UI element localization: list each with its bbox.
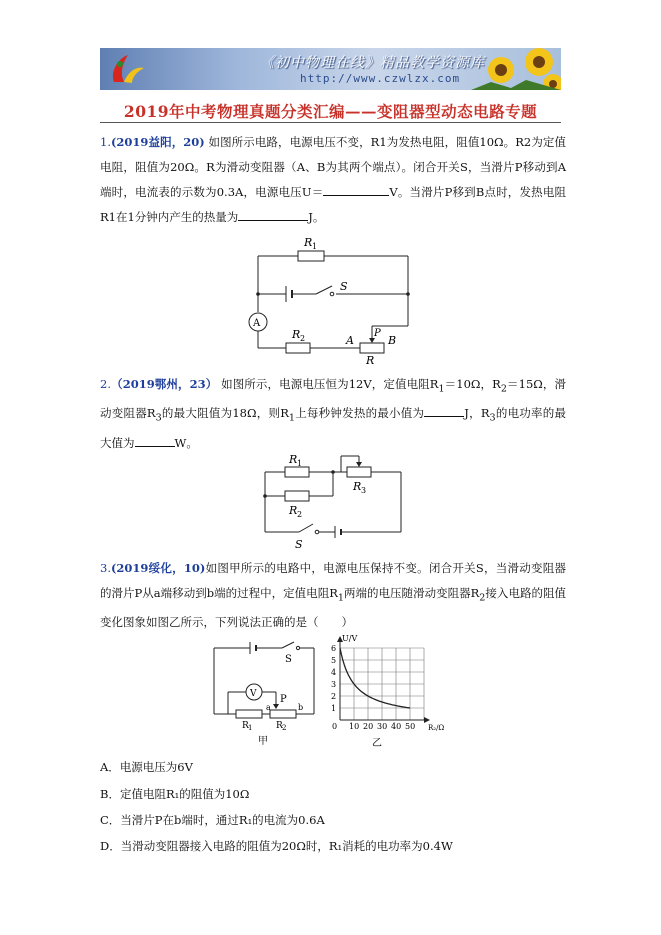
question-text: W。 — [174, 435, 198, 450]
slider-p-label: P — [374, 328, 381, 339]
question-2 — [100, 372, 566, 456]
label-r1-sub: 1 — [248, 724, 253, 732]
question-3 — [100, 556, 566, 635]
question-text: V。当滑片P移到B点时，发热电阻R1在1分钟内产生的热量为 — [100, 185, 566, 224]
y-tick-label: 3 — [331, 680, 337, 689]
label-r1: R — [242, 721, 249, 731]
question-source: (2019绥化，10) — [110, 561, 206, 575]
graph-origin: 0 — [332, 722, 338, 731]
question-text: 如图所示电路，电源电压不变，R1为发热电阻，阻值10Ω。R2为定值电阻，阻值为20Ω。R为滑动变阻器（A、B为其两个端点）。闭合开关S，当滑片P移动到A端时，电流表的示数为0.3A，电源电压U＝ — [100, 135, 566, 199]
voltage-curve — [340, 648, 410, 708]
label-switch: S — [340, 280, 348, 293]
circuit-diagram-3 — [208, 638, 326, 746]
option-text: 定值电阻R₁的阻值为10Ω — [119, 787, 250, 801]
x-tick-label: 30 — [377, 722, 388, 731]
label-r2-sub: 2 — [300, 334, 306, 343]
answer-blank — [135, 434, 175, 447]
option-text: 当滑片P在b端时，通过R₁的电流为0.6A — [120, 813, 325, 827]
x-tick-label: 10 — [349, 722, 360, 731]
subscript: 1 — [337, 592, 344, 604]
option-letter: C． — [100, 813, 121, 827]
option-text: 当滑动变阻器接入电路的阻值为20Ω时，R₁消耗的电功率为0.4W — [120, 839, 453, 853]
x-tick-label: 40 — [391, 722, 402, 731]
question-text: 如图所示，电源电压恒为12V，定值电阻R — [221, 377, 439, 391]
question-text: 上每秒钟发热的最小值为 — [294, 406, 425, 421]
question-source: （2019鄂州，23） — [110, 377, 218, 391]
x-tick-label: 50 — [405, 722, 416, 731]
question-text: 两端的电压随滑动变阻器R — [343, 586, 480, 600]
circuit-diagram-2 — [255, 450, 415, 550]
banner-url: http://www.czwlzx.com — [300, 72, 461, 85]
x-tick-label: 20 — [363, 722, 374, 731]
label-r1-sub: 1 — [297, 459, 303, 468]
label-r: R — [366, 354, 375, 367]
option-a — [100, 759, 193, 775]
answer-blank — [424, 404, 464, 417]
y-tick-label: 5 — [331, 656, 337, 665]
graph-x-label: R₂/Ω — [428, 724, 445, 732]
subscript: 3 — [489, 412, 496, 424]
header-banner — [100, 48, 561, 90]
slider-p-label: P — [280, 694, 287, 705]
label-r2-sub: 2 — [297, 510, 303, 519]
y-tick-label: 6 — [331, 644, 337, 653]
question-text: 的电功率的最大值为 — [100, 406, 567, 450]
answer-blank — [238, 208, 308, 221]
label-r1-sub: 1 — [312, 242, 318, 251]
label-r2: R — [276, 721, 283, 731]
terminal-a-label: a — [266, 703, 271, 712]
question-number: 3. — [100, 561, 111, 575]
figure-jia-label: 甲 — [258, 736, 268, 746]
subscript: 1 — [288, 412, 295, 424]
figure-yi-label: 乙 — [372, 738, 382, 748]
label-r1: R — [304, 236, 313, 249]
answer-blank — [323, 183, 389, 196]
question-text: J。 — [308, 210, 325, 224]
question-text: ＝15Ω，滑动变阻器R — [100, 377, 567, 421]
y-tick-label: 2 — [331, 692, 337, 701]
y-tick-label: 1 — [331, 704, 337, 713]
label-r3: R — [353, 480, 362, 493]
label-r3-sub: 3 — [361, 486, 367, 495]
voltmeter-label: V — [250, 689, 257, 699]
question-text: J，R — [464, 406, 490, 421]
document-title: 2019年中考物理真题分类汇编——变阻器型动态电路专题 — [123, 102, 538, 121]
question-text: 如图甲所示的电路中，电源电压保持不变。闭合开关S，当滑动变阻器的滑片P从a端移动到b端的过程中，定值电阻R — [100, 561, 566, 600]
option-letter: A． — [100, 760, 120, 774]
site-logo-icon — [106, 52, 146, 86]
option-letter: D． — [100, 839, 121, 853]
terminal-b-label: B — [388, 334, 397, 347]
question-source: (2019益阳，20) — [110, 135, 205, 149]
ammeter-label: A — [253, 318, 261, 329]
subscript: 1 — [438, 383, 445, 395]
question-text: 接入电路的阻值变化图象如图乙所示，下列说法正确的是（ ） — [100, 586, 566, 630]
question-1 — [100, 130, 566, 230]
circuit-diagram-1 — [240, 230, 430, 370]
y-tick-label: 4 — [331, 668, 337, 677]
option-d — [100, 838, 453, 854]
terminal-b-label: b — [298, 703, 304, 712]
label-r2: R — [292, 328, 301, 341]
question-text: ＝10Ω，R — [444, 377, 501, 391]
option-b — [100, 786, 249, 802]
label-r2-sub: 2 — [282, 724, 287, 732]
label-r1: R — [289, 453, 298, 466]
banner-title: 《初中物理在线》精品教学资源库 — [260, 55, 485, 71]
label-switch: S — [285, 654, 292, 665]
question-text: 的最大阻值为18Ω，则R — [161, 406, 289, 421]
label-r2: R — [289, 504, 298, 517]
title-divider — [100, 122, 561, 123]
subscript: 2 — [500, 383, 507, 395]
graph-u-vs-r2 — [322, 632, 462, 748]
question-number: 1. — [100, 135, 111, 149]
subscript: 3 — [155, 412, 162, 424]
label-switch: S — [295, 538, 303, 550]
graph-y-label: U/V — [342, 634, 358, 643]
terminal-a-label: A — [346, 334, 354, 347]
option-text: 电源电压为6V — [119, 760, 193, 774]
option-letter: B． — [100, 787, 120, 801]
subscript: 2 — [479, 592, 486, 604]
option-c — [100, 812, 325, 828]
sunflower-icon — [471, 48, 561, 90]
question-number: 2. — [100, 377, 111, 391]
